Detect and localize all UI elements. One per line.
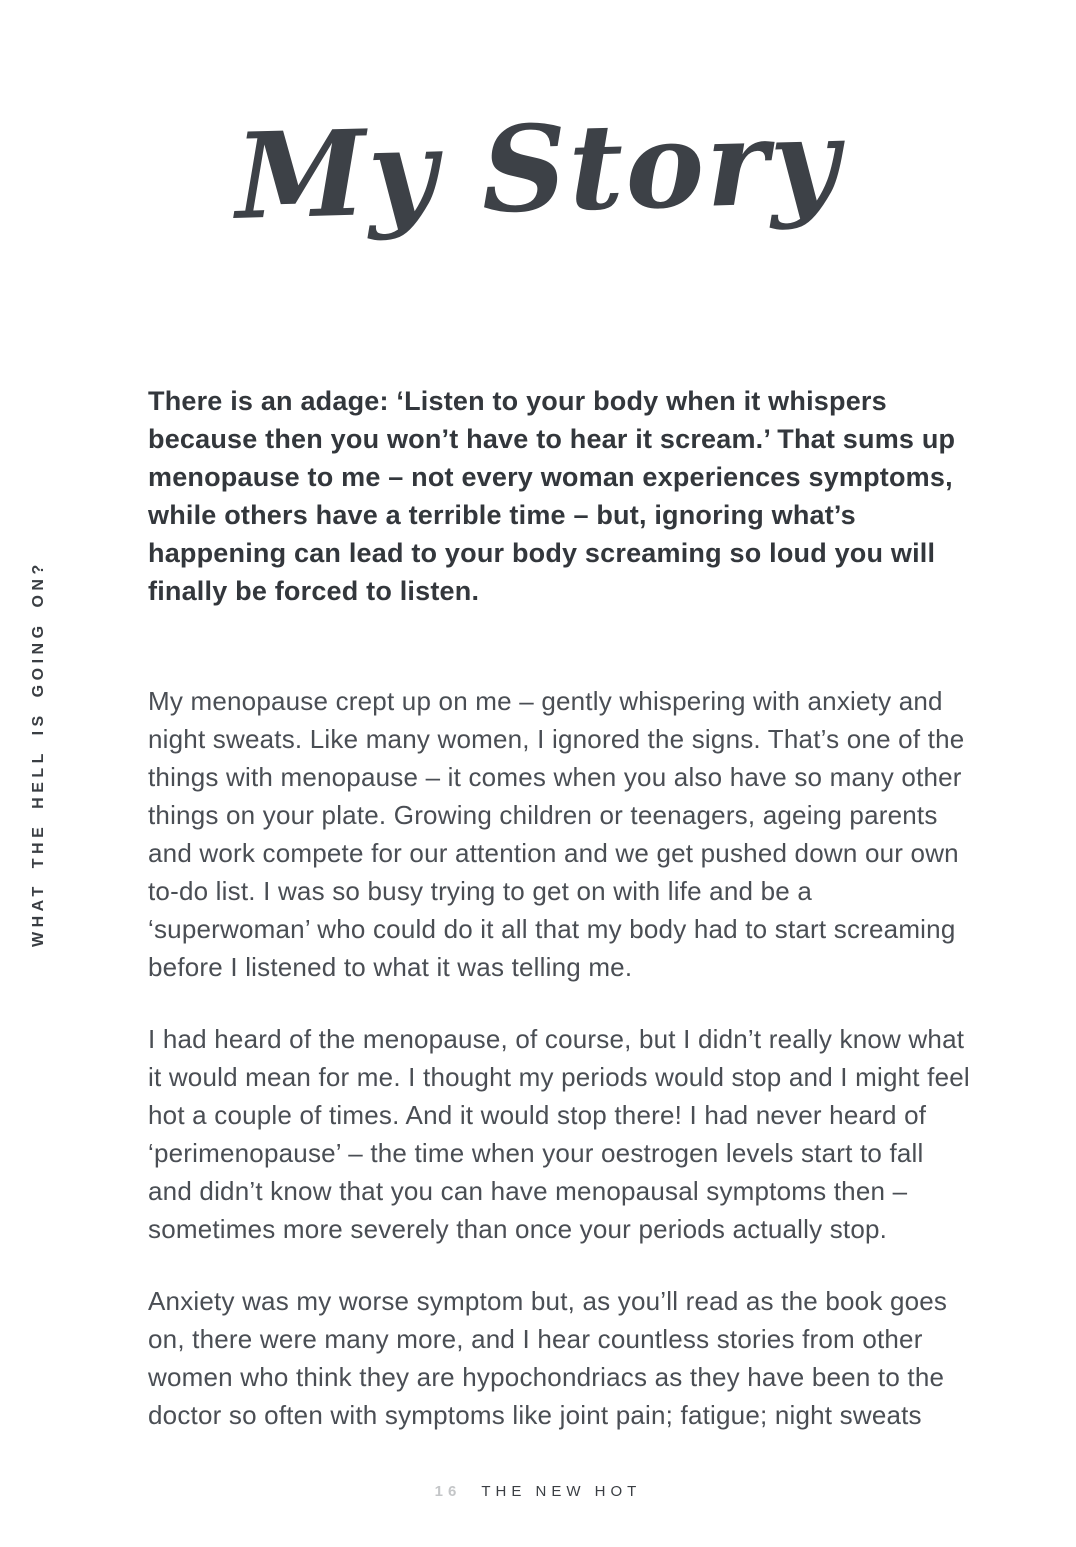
intro-paragraph: There is an adage: ‘Listen to your body when it whispers because then you won’t have to hear it scream.’ That sums up menopause to me – not every woman experiences symptoms, while others have a terrible time – but, ignoring what’s happening can lead to your body screaming so loud you will finally be forced to listen.: [148, 386, 956, 606]
chapter-sidebar: [30, 543, 58, 947]
page-content: [148, 382, 974, 1468]
body-paragraph-1: My menopause crept up on me – gently whispering with anxiety and night sweats. Like many women, I ignored the signs. That’s one of the things with menopause – it comes when you also have so many other things on your plate. Growing children or teenagers, ageing parents and work compete for our attention and we get pushed down our own to-do list. I was so busy trying to get on with life and be a ‘superwoman’ who could do it all that my body had to start screaming before I listened to what it was telling me.: [148, 686, 965, 982]
sidebar-vertical-text: WHAT THE HELL IS GOING ON?: [30, 560, 47, 947]
body-paragraph-2: I had heard of the menopause, of course, but I didn’t really know what it would mean for me. I thought my periods would stop and I might feel hot a couple of times. And it would stop there! I had never heard of ‘perimenopause’ – the time when your oestrogen levels start to fall and didn’t know that you can have menopausal symptoms then – sometimes more severely than once your periods actually stop.: [148, 1024, 970, 1244]
book-title: THE NEW HOT: [481, 1483, 642, 1500]
page-number: 16: [434, 1483, 462, 1500]
body-paragraph-3: Anxiety was my worse symptom but, as you’ll read as the book goes on, there were many more, and I hear countless stories from other women who think they are hypochondriacs as they have been to the doctor so often with symptoms like joint pain; fatigue; night sweats: [148, 1286, 948, 1430]
page-footer: [0, 1483, 1076, 1500]
page-title: My Story: [233, 91, 843, 246]
